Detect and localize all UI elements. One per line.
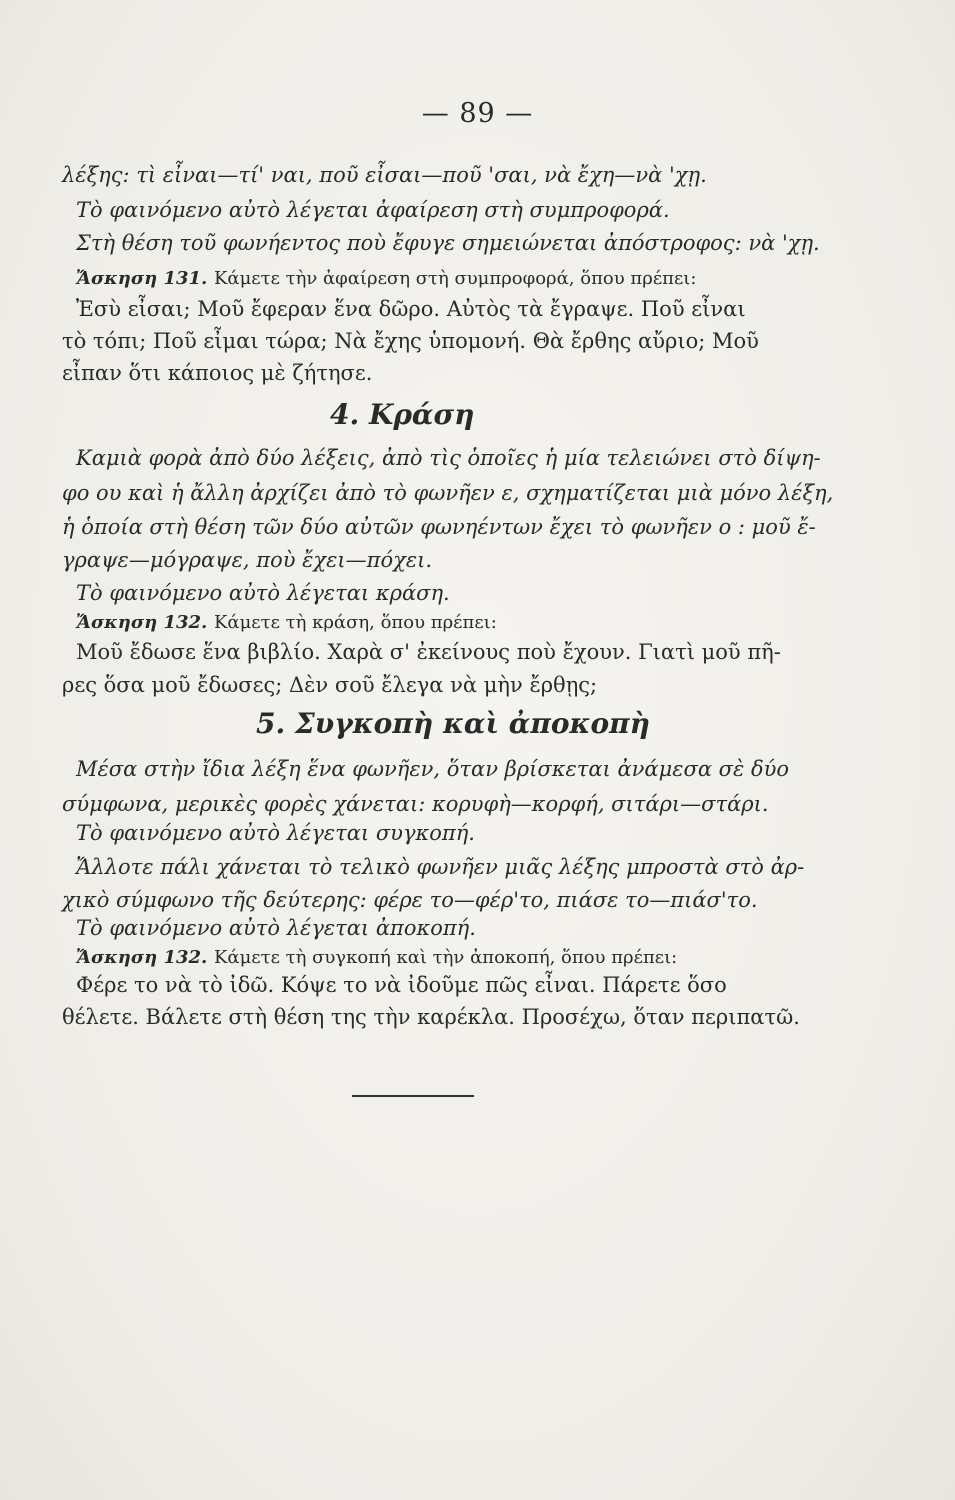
text-line: Τὸ φαινόμενο αὐτὸ λέγεται συγκοπή. <box>76 821 475 845</box>
exercise-label: Ἄσκηση 131. <box>76 268 208 289</box>
text-line: Τὸ φαινόμενο αὐτὸ λέγεται ἀποκοπή. <box>76 916 476 940</box>
text-line: Τὸ φαινόμενο αὐτὸ λέγεται κράση. <box>76 581 450 605</box>
page-number: — 89 — <box>421 98 534 129</box>
text-line: Μέσα στὴν ἴδια λέξη ἕνα φωνῆεν, ὅταν βρίσκεται ἀνάμεσα σὲ δύο <box>76 757 790 781</box>
text-line: χικὸ σύμφωνο τῆς δεύτερης: φέρε το—φέρ'το, πιάσε το—πιάσ'το. <box>62 888 758 912</box>
text-line: ρες ὅσα μοῦ ἔδωσες; Δὲν σοῦ ἔλεγα νὰ μὴν ἔρθῃς; <box>62 673 598 697</box>
text-line: εἶπαν ὅτι κάποιος μὲ ζήτησε. <box>62 361 373 385</box>
text-line: ἡ ὁποία στὴ θέση τῶν δύο αὐτῶν φωνηέντων ἔχει τὸ φωνῆεν ο : μοῦ ἔ- <box>62 515 816 539</box>
exercise-label: Ἄσκηση 132. <box>76 947 208 968</box>
text-line: Στὴ θέση τοῦ φωνήεντος ποὺ ἔφυγε σημειώνεται ἀπόστροφος: νὰ 'χῃ. <box>76 231 820 255</box>
text-line: τὸ τόπι; Ποῦ εἶμαι τώρα; Νὰ ἔχης ὑπομονή. Θὰ ἔρθης αὔριο; Μοῦ <box>62 329 759 353</box>
text-line: λέξης: τὶ εἶναι—τί' ναι, ποῦ εἶσαι—ποῦ 'σαι, νὰ ἔχη—νὰ 'χῃ. <box>62 163 707 187</box>
text-line: σύμφωνα, μερικὲς φορὲς χάνεται: κορυφὴ—κορφή, σιτάρι—στάρι. <box>62 792 769 816</box>
section-heading-synkopi: 5. Συγκοπὴ καὶ ἀποκοπὴ <box>256 707 651 740</box>
text-line: Μοῦ ἔδωσε ἕνα βιβλίο. Χαρὰ σ' ἐκείνους ποὺ ἔχουν. Γιατὶ μοῦ πῆ- <box>76 640 781 664</box>
text-line: φο ου καὶ ἡ ἄλλη ἀρχίζει ἀπὸ τὸ φωνῆεν ε, σχηματίζεται μιὰ μόνο λέξη, <box>62 481 834 505</box>
text-line: Ἐσὺ εἶσαι; Μοῦ ἔφεραν ἕνα δῶρο. Αὐτὸς τὰ ἔγραψε. Ποῦ εἶναι <box>76 297 746 321</box>
text-line: γραψε—μόγραψε, ποὺ ἔχει—πόχει. <box>62 548 433 572</box>
exercise-instruction: Κάμετε τὴν ἀφαίρεση στὴ συμπροφορά, ὅπου πρέπει: <box>213 268 697 289</box>
text-line: Καμιὰ φορὰ ἀπὸ δύο λέξεις, ἀπὸ τὶς ὁποῖες ἡ μία τελειώνει στὸ δίψη- <box>76 446 821 470</box>
exercise-label: Ἄσκηση 132. <box>76 612 208 633</box>
text-line: θέλετε. Βάλετε στὴ θέση της τὴν καρέκλα. Προσέχω, ὅταν περιπατῶ. <box>62 1005 800 1029</box>
exercise-132a <box>76 606 497 638</box>
text-line: Τὸ φαινόμενο αὐτὸ λέγεται ἀφαίρεση στὴ συμπροφορά. <box>76 198 670 222</box>
section-divider <box>352 1095 474 1097</box>
text-line: Ἄλλοτε πάλι χάνεται τὸ τελικὸ φωνῆεν μιᾶς λέξης μπροστὰ στὸ ἀρ- <box>76 855 805 879</box>
text-line: Φέρε το νὰ τὸ ἰδῶ. Κόψε το νὰ ἰδοῦμε πῶς εἶναι. Πάρετε ὅσο <box>76 973 727 997</box>
exercise-instruction: Κάμετε τὴ συγκοπή καὶ τὴν ἀποκοπή, ὅπου πρέπει: <box>213 947 678 968</box>
section-heading-krasi: 4. Κράση <box>330 398 475 431</box>
exercise-131 <box>76 262 696 294</box>
exercise-instruction: Κάμετε τὴ κράση, ὅπου πρέπει: <box>213 612 497 633</box>
exercise-132b <box>76 941 677 973</box>
